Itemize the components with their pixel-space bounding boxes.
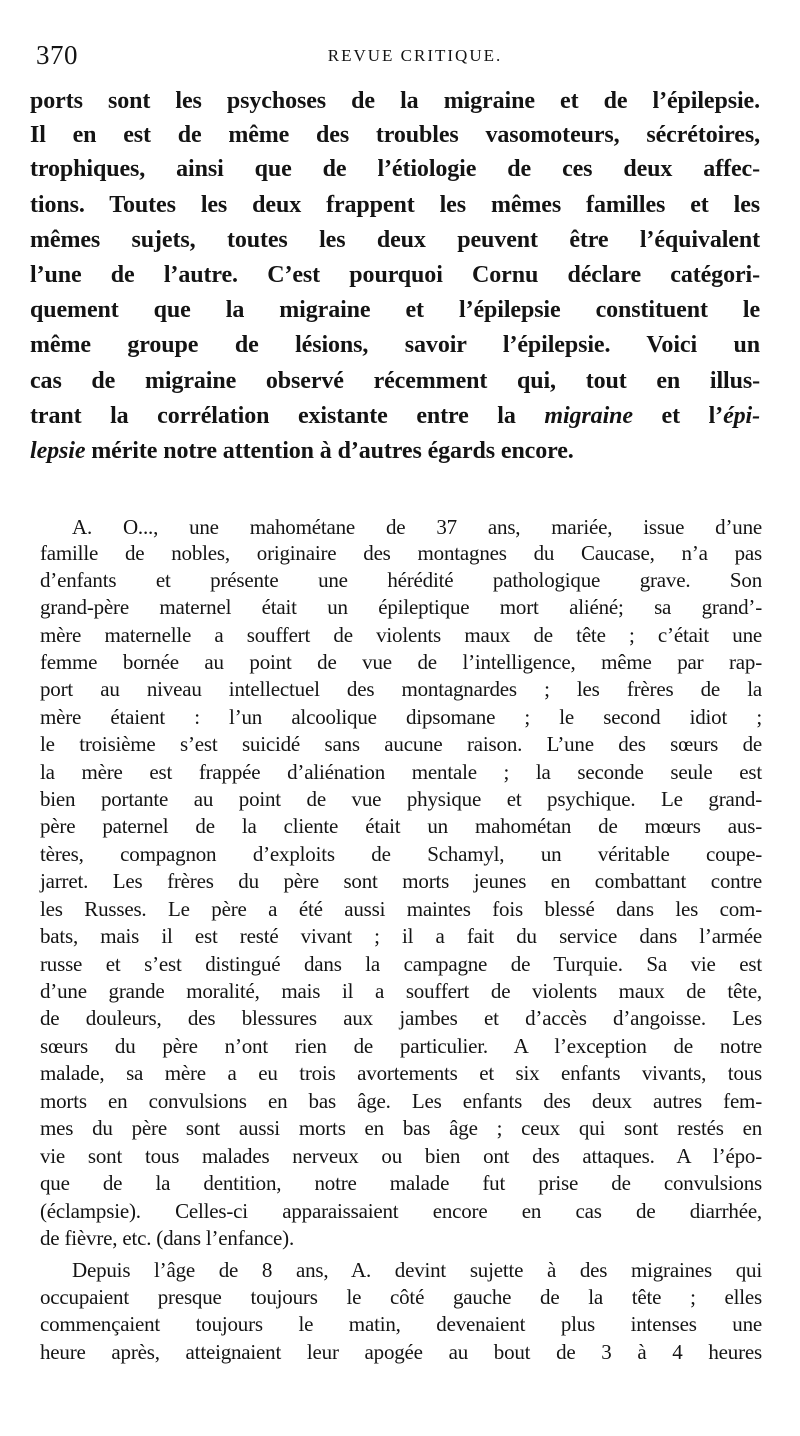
text-line: grand-père maternel était un épileptique mort aliéné; sa grand’- (40, 595, 762, 619)
text-line: mes du père sont aussi morts en bas âge ; ceux qui sont restés en (40, 1116, 762, 1140)
text-line: trophiques, ainsi que de l’étiologie de ces deux affec- (30, 156, 760, 182)
text-line: même groupe de lésions, savoir l’épilepsie. Voici un (30, 332, 760, 358)
italic-term: lepsie (30, 438, 86, 464)
text-line: occupaient presque toujours le côté gauche de la tête ; elles (40, 1285, 762, 1309)
text-line: de fièvre, etc. (dans l’enfance). (40, 1226, 294, 1250)
text-line: mère maternelle a souffert de violents maux de tête ; c’était une (40, 623, 762, 647)
text-line: tions. Toutes les deux frappent les mêmes familles et les (30, 192, 760, 218)
text-line: commençaient toujours le matin, devenaient plus intenses une (40, 1312, 762, 1336)
text-line (30, 403, 760, 430)
text-line: père paternel de la cliente était un mahométan de mœurs aus- (40, 814, 762, 838)
italic-term: épi- (723, 403, 760, 429)
text-line: Depuis l’âge de 8 ans, A. devint sujette à des migraines qui (72, 1258, 762, 1282)
text-line: ports sont les psychoses de la migraine et de l’épilepsie. (30, 88, 760, 114)
text-line: Il en est de même des troubles vasomoteurs, sécrétoires, (30, 122, 760, 148)
text-line: femme bornée au point de vue de l’intelligence, même par rap- (40, 650, 762, 674)
text-line: (éclampsie). Celles-ci apparaissaient encore en cas de diarrhée, (40, 1199, 762, 1223)
italic-term: migraine (544, 403, 633, 429)
text-line: port au niveau intellectuel des montagnardes ; les frères de la (40, 677, 762, 701)
text-line: sœurs du père n’ont rien de particulier. A l’exception de notre (40, 1034, 762, 1058)
text-line: famille de nobles, originaire des montagnes du Caucase, n’a pas (40, 541, 762, 565)
text-line: de douleurs, des blessures aux jambes et d’accès d’angoisse. Les (40, 1006, 762, 1030)
text-line: vie sont tous malades nerveux ou bien ont des attaques. A l’épo- (40, 1144, 762, 1168)
text-line: malade, sa mère a eu trois avortements et six enfants vivants, tous (40, 1061, 762, 1085)
text-line: d’enfants et présente une hérédité pathologique grave. Son (40, 568, 762, 592)
text-line: le troisième s’est suicidé sans aucune raison. L’une des sœurs de (40, 732, 762, 756)
text-line: quement que la migraine et l’épilepsie constituent le (30, 297, 760, 323)
text-line: cas de migraine observé récemment qui, tout en illus- (30, 368, 760, 394)
text-line: mère étaient : l’un alcoolique dipsomane ; le second idiot ; (40, 705, 762, 729)
text-line: l’une de l’autre. C’est pourquoi Cornu déclare catégori- (30, 262, 760, 288)
text-line: les Russes. Le père a été aussi maintes fois blessé dans les com- (40, 897, 762, 921)
page-number: 370 (36, 40, 78, 70)
text-line: bats, mais il est resté vivant ; il a fait du service dans l’armée (40, 924, 762, 948)
running-head (30, 36, 770, 76)
text-line: la mère est frappée d’aliénation mentale ; la seconde seule est (40, 760, 762, 784)
text-line: mêmes sujets, toutes les deux peuvent être l’équivalent (30, 227, 760, 253)
text-line: morts en convulsions en bas âge. Les enfants des deux autres fem- (40, 1089, 762, 1113)
text-line: jarret. Les frères du père sont morts jeunes en combattant contre (40, 869, 762, 893)
text-run: trant la corrélation existante entre la (30, 403, 545, 429)
text-line: A. O..., une mahométane de 37 ans, mariée, issue d’une (72, 515, 762, 539)
text-run: mérite notre attention à d’autres égards encore. (85, 438, 574, 464)
text-line: d’une grande moralité, mais il a souffert de violents maux de tête, (40, 979, 762, 1003)
text-run: et l’ (632, 403, 724, 429)
text-line: bien portante au point de vue physique et psychique. Le grand- (40, 787, 762, 811)
text-line (30, 438, 574, 465)
running-title: REVUE CRITIQUE. (327, 46, 503, 65)
text-line: tères, compagnon d’exploits de Schamyl, un véritable coupe- (40, 842, 762, 866)
text-line: que de la dentition, notre malade fut prise de convulsions (40, 1171, 762, 1195)
text-line: heure après, atteignaient leur apogée au bout de 3 à 4 heures (40, 1340, 762, 1364)
text-line: russe et s’est distingué dans la campagne de Turquie. Sa vie est (40, 952, 762, 976)
